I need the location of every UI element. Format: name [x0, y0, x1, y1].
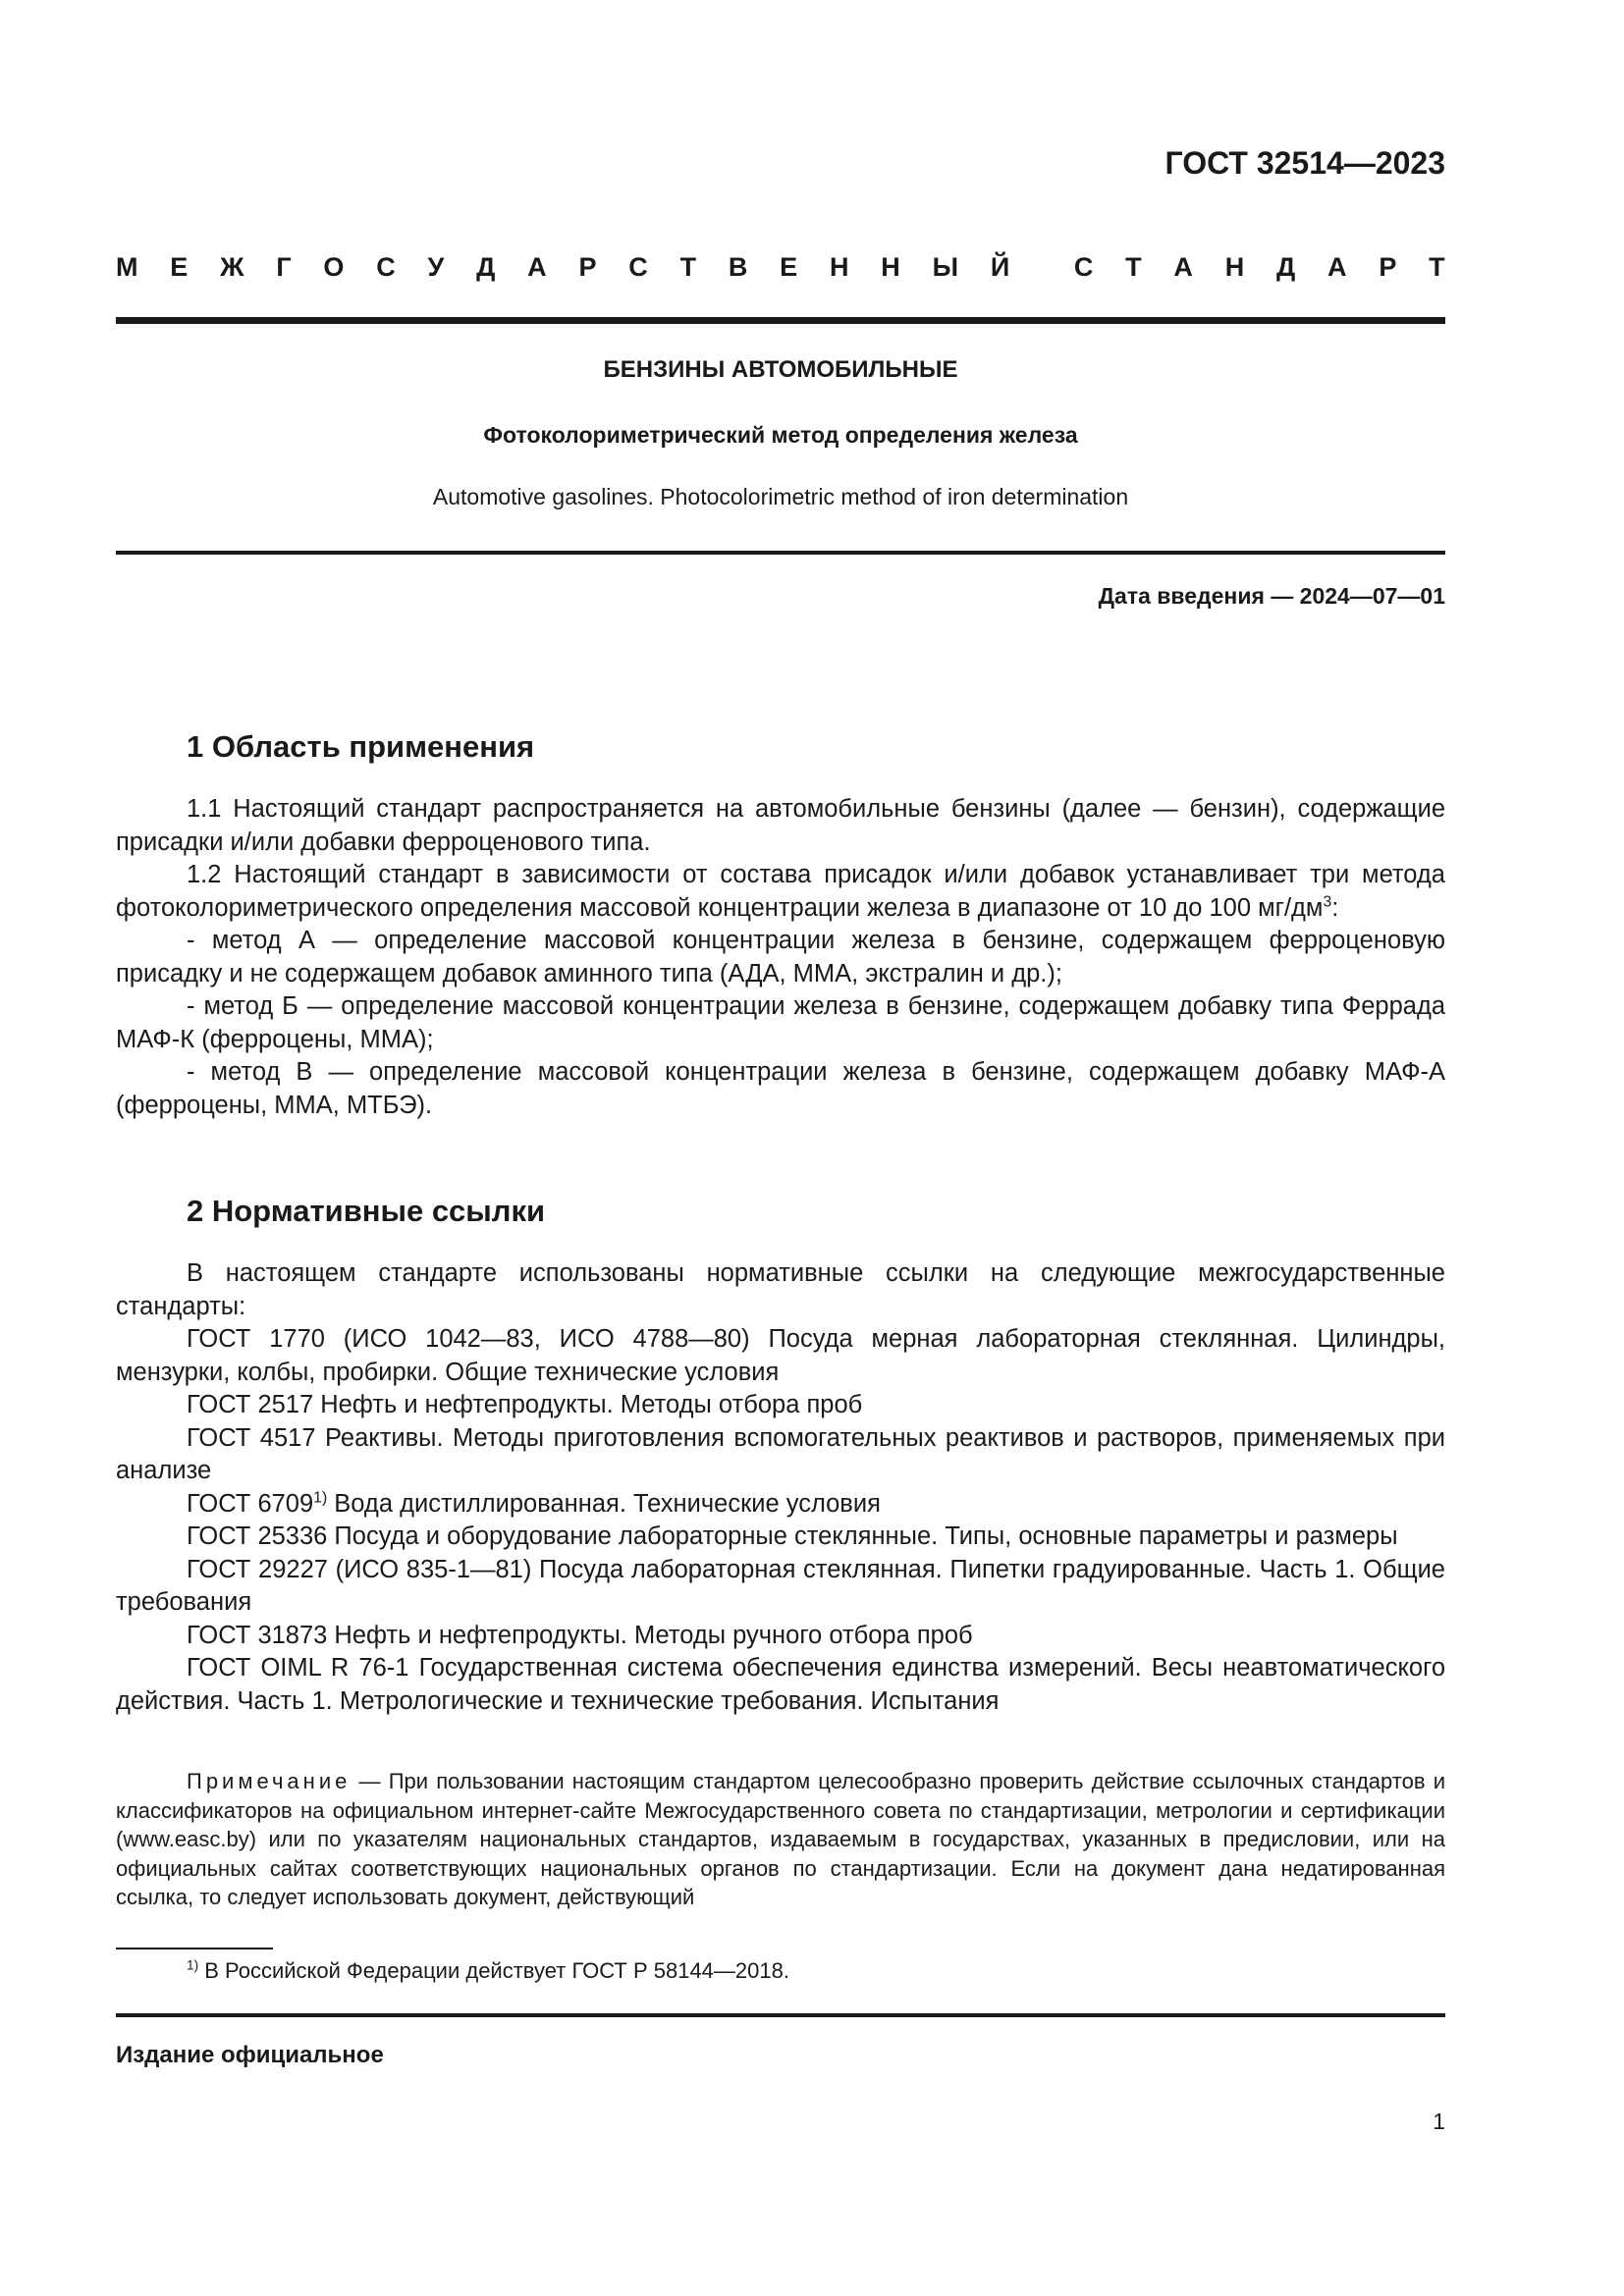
heading-letter: Ы — [932, 252, 959, 282]
heading-letter: С — [1073, 252, 1094, 282]
reference-item: ГОСТ 1770 (ИСО 1042—83, ИСО 4788—80) Посуда мерная лабораторная стеклянная. Цилиндры, мензурки, колбы, пробирки. Общие технические условия — [116, 1325, 1445, 1386]
heading-letter: А — [1327, 252, 1347, 282]
edition-label: Издание официальное — [116, 2042, 384, 2068]
heading-letter: Й — [990, 252, 1010, 282]
heading-letter: Р — [578, 252, 597, 282]
heading-letter: В — [728, 252, 748, 282]
heading-letter: Н — [1224, 252, 1245, 282]
paragraph-1-2: 1.2 Настоящий стандарт в зависимости от состава присадок и/или добавок устанавливает три метода фотоколориметрического определения массовой концентрации железа в диапазоне от 10 до 100 $мг/дм^3$: — [116, 861, 1445, 922]
note-label: Примечание — [187, 1769, 352, 1793]
section-2-heading: 2 Нормативные ссылки — [187, 1194, 546, 1228]
note-block — [116, 1767, 1445, 1912]
heading-letter: Р — [1379, 252, 1397, 282]
footer-divider — [116, 2013, 1445, 2017]
reference-item: ГОСТ 29227 (ИСО 835-1—81) Посуда лабораторная стеклянная. Пипетки градуированные. Часть 1. Общие требования — [116, 1555, 1445, 1616]
document-code: ГОСТ 32514—2023 — [1164, 145, 1445, 181]
method-b-item: - метод Б — определение массовой концентрации железа в бензине, содержащем добавку типа Феррада МАФ-К (ферроцены, ММА); — [116, 992, 1445, 1053]
standard-type-heading — [116, 252, 1445, 283]
heading-letter: А — [1173, 252, 1193, 282]
method-a-item: - метод А — определение массовой концентрации железа в бензине, содержащем ферроценовую присадку и не содержащем добавок аминного типа (АДА, ММА, экстралин и др.); — [116, 927, 1445, 988]
page-number: 1 — [1433, 2109, 1445, 2134]
heading-letter: Т — [1125, 252, 1142, 282]
english-title: Automotive gasolines. Photocolorimetric method of iron determination — [432, 484, 1129, 509]
section-2-body — [116, 1257, 1445, 1718]
heading-letter: Д — [1276, 252, 1296, 282]
introduction-date: Дата введения — 2024—07—01 — [1098, 583, 1445, 609]
heading-letter: Е — [780, 252, 798, 282]
heading-letter: М — [116, 252, 138, 282]
heading-letter: Г — [276, 252, 292, 282]
heading-letter: Д — [476, 252, 496, 282]
superscript: 3 — [1323, 893, 1332, 910]
heading-letter: Н — [881, 252, 900, 282]
references-intro: В настоящем стандарте использованы нормативные ссылки на следующие межгосударственные стандарты: — [116, 1259, 1445, 1320]
heading-letter: Т — [679, 252, 697, 282]
section-1-heading: 1 Область применения — [187, 729, 535, 764]
reference-item: ГОСТ OIML R 76-1 Государственная система обеспечения единства измерений. Весы неавтоматического действия. Часть 1. Метрологические и технические требования. Испытания — [116, 1654, 1445, 1715]
reference-item: ГОСТ 31873 Нефть и нефтепродукты. Методы ручного отбора проб — [187, 1621, 973, 1649]
document-subtitle: Фотоколориметрический метод определения железа — [483, 422, 1078, 448]
heading-letter: О — [323, 252, 345, 282]
reference-item: ГОСТ 4517 Реактивы. Методы приготовления вспомогательных реактивов и растворов, применяемых при анализе — [116, 1423, 1445, 1484]
note-text: — При пользовании настоящим стандартом целесообразно проверить действие ссылочных стандартов и классификаторов на официальном интернет-сайте Межгосударственного совета по стандартизации, метрологии и сертификации (www.easc.by) или по указателям национальных стандартов, издаваемым в государствах, указанных в предисловии, или на официальных сайтах соответствующих национальных органов по стандартизации. Если на документ дана недатированная ссылка, то следует использовать документ, действующий — [116, 1769, 1445, 1909]
heading-letter: С — [628, 252, 648, 282]
heading-letter: Т — [1429, 252, 1445, 282]
footnote-mark: 1) — [187, 1957, 199, 1973]
section-1-body — [116, 793, 1445, 1122]
title-divider — [116, 551, 1445, 555]
heading-letter: А — [527, 252, 547, 282]
reference-item: ГОСТ 6709$^{1)}$ Вода дистиллированная. Технические условия — [187, 1489, 881, 1518]
heading-letter: С — [376, 252, 396, 282]
method-v-item: - метод В — определение массовой концентрации железа в бензине, содержащем добавку МАФ-А (ферроцены, ММА, МТБЭ). — [116, 1058, 1445, 1119]
footnote-divider — [116, 1948, 273, 1949]
paragraph-1-1: 1.1 Настоящий стандарт распространяется на автомобильные бензины (далее — бензин), содержащие присадки и/или добавки ферроценового типа. — [116, 795, 1445, 856]
reference-item: ГОСТ 25336 Посуда и оборудование лабораторные стеклянные. Типы, основные параметры и размеры — [187, 1522, 1398, 1550]
reference-item: ГОСТ 2517 Нефть и нефтепродукты. Методы отбора проб — [187, 1391, 863, 1418]
header-divider — [116, 317, 1445, 324]
heading-letter: У — [427, 252, 445, 282]
document-title: БЕНЗИНЫ АВТОМОБИЛЬНЫЕ — [603, 356, 958, 383]
heading-letter: Ж — [220, 252, 244, 282]
footnote-marker: 1) — [313, 1489, 328, 1506]
heading-letter: Е — [170, 252, 189, 282]
heading-letter: Н — [829, 252, 849, 282]
footnote: $^{1)}$ В Российской Федерации действует ГОСТ Р 58144—2018. — [187, 1957, 789, 1983]
